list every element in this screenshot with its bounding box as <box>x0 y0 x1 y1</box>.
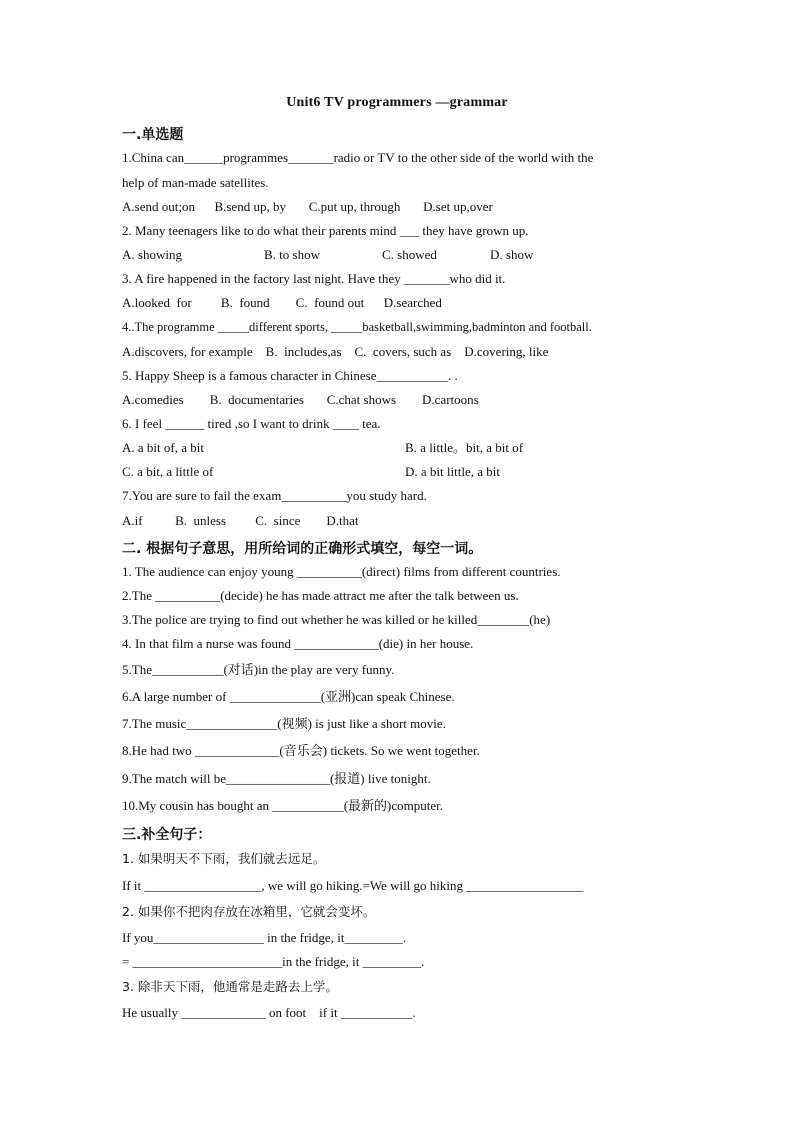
q5-stem: 5. Happy Sheep is a famous character in Chinese___________. . <box>122 368 458 383</box>
q4-options: A.discovers, for example B. includes,as C. covers, such as D.covering, like <box>122 344 549 359</box>
section2-item-7: 7.The music______________(视频) is just like a short movie. <box>122 716 446 731</box>
section2-heading: 二. 根据句子意思，用所给词的正确形式填空，每空一词。 <box>122 541 483 557</box>
q6-option-b: B. a little。bit, a bit of <box>405 440 524 455</box>
section3-q2-english-1: If you_________________ in the fridge, it_________. <box>122 930 407 945</box>
section3-q3-chinese: 3. 除非天下雨，他通常是走路去上学。 <box>122 979 338 994</box>
section2-item-6: 6.A large number of ______________(亚洲)can speak Chinese. <box>122 689 455 704</box>
q1-line2: help of man-made satellites. <box>122 175 269 190</box>
q5-options: A.comedies B. documentaries C.chat shows D.cartoons <box>122 392 479 407</box>
section3-heading: 三.补全句子： <box>122 827 212 843</box>
section2-item-4: 4. In that film a nurse was found _____________(die) in her house. <box>122 636 474 651</box>
q7-stem: 7.You are sure to fail the exam__________you study hard. <box>122 488 427 503</box>
page-title: Unit6 TV programmers —grammar <box>286 95 508 110</box>
q1-line1: 1.China can______programmes_______radio or TV to the other side of the world with the <box>122 150 594 165</box>
section2-item-3: 3.The police are trying to find out whether he was killed or he killed________(he) <box>122 612 551 627</box>
section2-item-10: 10.My cousin has bought an ___________(最新的)computer. <box>122 798 443 813</box>
section3-q3-english: He usually _____________ on foot if it ___________. <box>122 1005 416 1020</box>
q6-option-d: D. a bit little, a bit <box>405 464 500 479</box>
section1-heading: 一.单选题 <box>122 127 184 143</box>
section3-q2-chinese: 2. 如果你不把肉存放在冰箱里，它就会变坏。 <box>122 904 376 919</box>
section2-item-5: 5.The___________(对话)in the play are very funny. <box>122 662 395 677</box>
q2-option-d: D. show <box>490 247 534 262</box>
q7-options: A.if B. unless C. since D.that <box>122 513 359 528</box>
q3-options: A.looked for B. found C. found out D.searched <box>122 295 442 310</box>
q3-stem: 3. A fire happened in the factory last night. Have they _______who did it. <box>122 271 506 286</box>
section3-q1-english: If it __________________, we will go hiking.=We will go hiking __________________ <box>122 878 584 893</box>
q6-stem: 6. I feel ______ tired ,so I want to drink ____ tea. <box>122 416 381 431</box>
q1-options: A.send out;on B.send up, by C.put up, through D.set up,over <box>122 199 493 214</box>
q6-option-c: C. a bit, a little of <box>122 464 214 479</box>
section2-item-2: 2.The __________(decide) he has made attract me after the talk between us. <box>122 588 519 603</box>
section2-item-1: 1. The audience can enjoy young __________(direct) films from different countries. <box>122 564 561 579</box>
q2-option-a: A. showing <box>122 247 182 262</box>
q4-stem: 4..The programme _____different sports, _____basketball,swimming,badminton and football. <box>122 320 592 334</box>
section2-item-8: 8.He had two _____________(音乐会) tickets. So we went together. <box>122 743 480 758</box>
q2-option-b: B. to show <box>264 247 320 262</box>
section2-item-9: 9.The match will be________________(报道) live tonight. <box>122 771 431 786</box>
q6-option-a: A. a bit of, a bit <box>122 440 204 455</box>
q2-stem: 2. Many teenagers like to do what their parents mind ___ they have grown up. <box>122 223 529 238</box>
section3-q1-chinese: 1. 如果明天不下雨，我们就去远足。 <box>122 851 326 866</box>
q2-option-c: C. showed <box>382 247 437 262</box>
section3-q2-english-2: = _______________________in the fridge, it _________. <box>122 954 425 969</box>
